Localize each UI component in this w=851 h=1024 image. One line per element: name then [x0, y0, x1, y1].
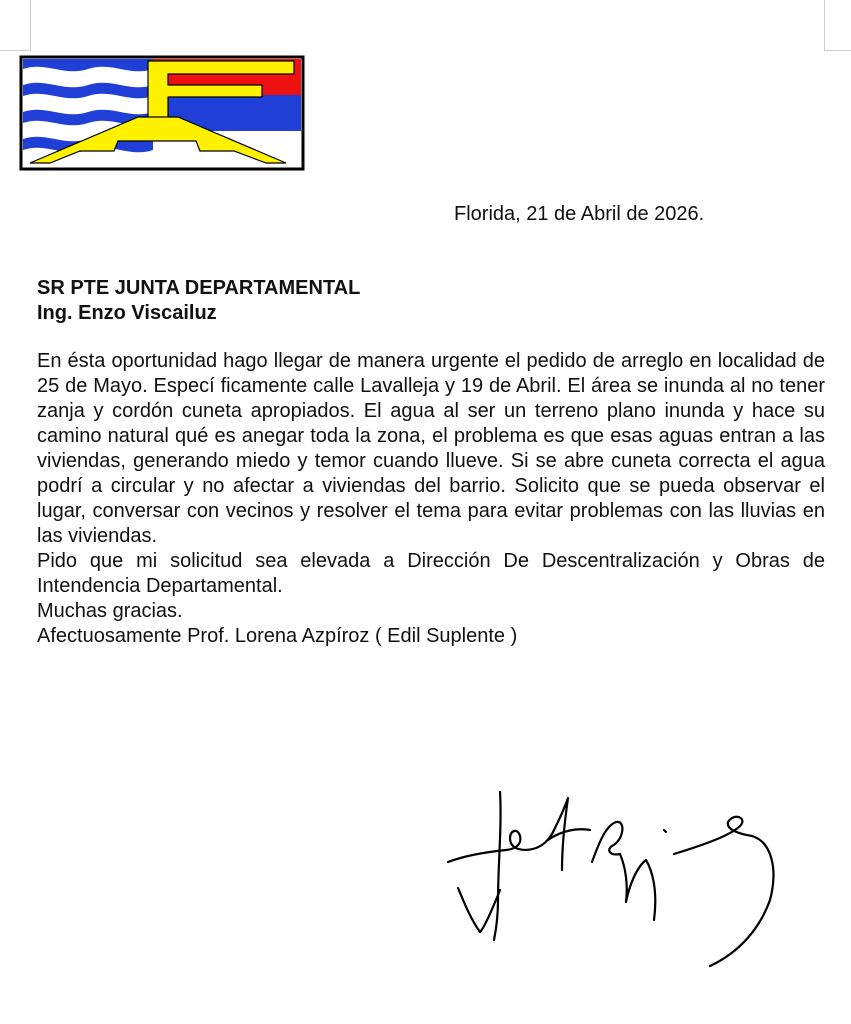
- letter-body: [37, 349, 825, 649]
- recipient-name: Ing. Enzo Viscailuz: [37, 302, 217, 324]
- handwritten-signature-icon: [440, 770, 785, 975]
- letter-closing: Afectuosamente Prof. Lorena Azpíroz ( Edil Suplente ): [37, 625, 518, 647]
- page-corner-mark-top-right: [824, 0, 851, 51]
- recipient-title: SR PTE JUNTA DEPARTAMENTAL: [37, 277, 361, 299]
- letter-paragraph-escalation: Pido que mi solicitud sea elevada a Dirección De Descentralización y Obras de Intendencia Departamental.: [37, 550, 825, 597]
- letter-date: Florida, 21 de Abril de 2026.: [454, 203, 705, 225]
- letter-thanks: Muchas gracias.: [37, 600, 183, 622]
- letter-paragraph-request: En ésta oportunidad hago llegar de manera urgente el pedido de arreglo en localidad de 25 de Mayo. Especí ficamente calle Lavalleja y 19 de Abril. El área se inunda al no tener zanja y cordón cuneta apropiados. El agua al ser un terreno plano inunda y hace su camino natural qué es anegar toda la zona, el problema es que esas aguas entran a las viviendas, generando miedo y temor cuando llueve. Si se abre cuneta correcta el agua podrí a circular y no afectar a viviendas del barrio. Solicito que se pueda observar el lugar, conversar con vecinos y resolver el tema para evitar problemas con las lluvias en las viviendas.: [37, 350, 825, 547]
- recipient-block: [37, 276, 360, 326]
- departmental-flag-logo-icon: [18, 55, 306, 173]
- page-corner-mark-top-left: [0, 0, 31, 51]
